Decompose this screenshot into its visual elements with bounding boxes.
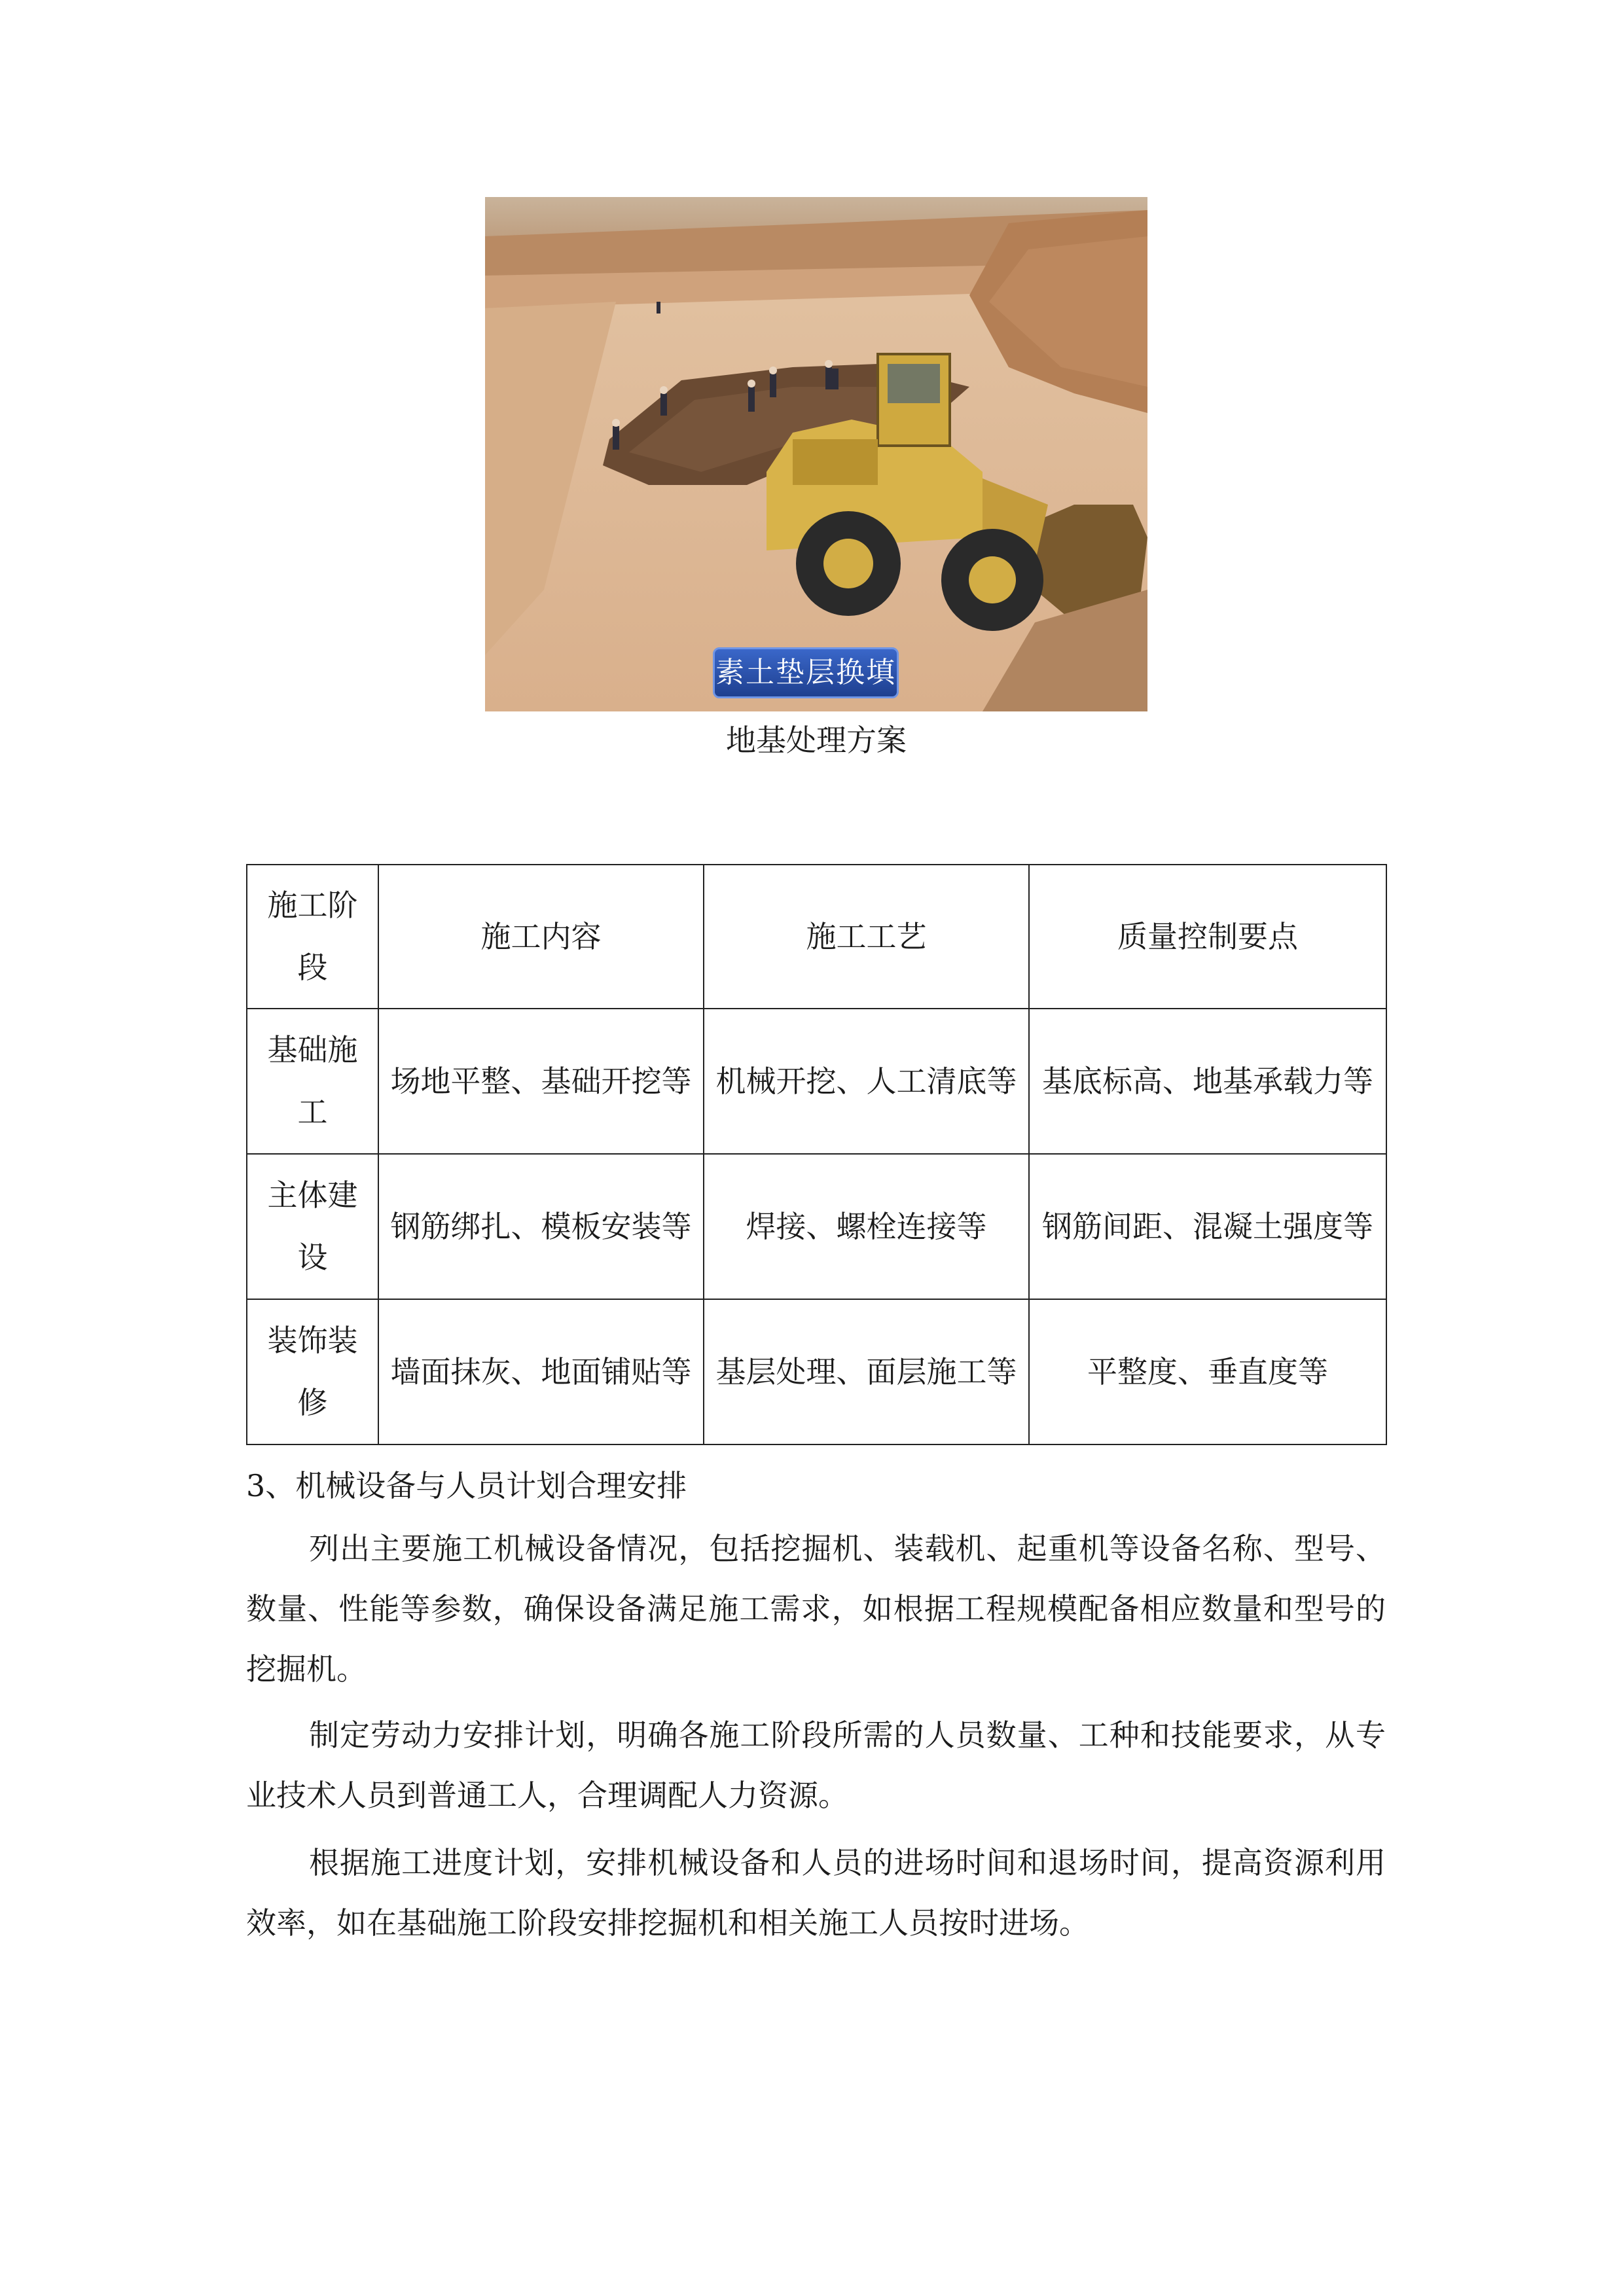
table-cell: 基层处理、面层施工等 — [704, 1299, 1029, 1444]
table-cell: 钢筋绑扎、模板安装等 — [378, 1154, 704, 1299]
table-cell: 钢筋间距、混凝土强度等 — [1029, 1154, 1386, 1299]
table-row — [247, 1009, 1386, 1154]
table-cell: 焊接、螺栓连接等 — [704, 1154, 1029, 1299]
body-paragraph: 制定劳动力安排计划，明确各施工阶段所需的人员数量、工种和技能要求，从专业技术人员到普通工人，合理调配人力资源。 — [246, 1717, 1386, 1813]
table-cell: 机械开挖、人工清底等 — [704, 1009, 1029, 1154]
table-row — [247, 1299, 1386, 1444]
header-cell: 质量控制要点 — [1029, 865, 1386, 1009]
section-heading: 3、机械设备与人员计划合理安排 — [246, 1468, 687, 1503]
table-cell: 装饰装修 — [247, 1299, 378, 1444]
table-cell: 平整度、垂直度等 — [1029, 1299, 1386, 1444]
excavation-site-illustration — [485, 197, 1147, 711]
table-cell: 基础施工 — [247, 1009, 378, 1154]
body-paragraph: 列出主要施工机械设备情况，包括挖掘机、装载机、起重机等设备名称、型号、数量、性能等参数，确保设备满足施工需求，如根据工程规模配备相应数量和型号的挖掘机。 — [246, 1531, 1386, 1687]
table-cell: 基底标高、地基承载力等 — [1029, 1009, 1386, 1154]
body-paragraph: 根据施工进度计划，安排机械设备和人员的进场时间和退场时间，提高资源利用效率，如在基础施工阶段安排挖掘机和相关施工人员按时进场。 — [246, 1845, 1386, 1941]
table-cell: 场地平整、基础开挖等 — [378, 1009, 704, 1154]
table-cell: 主体建设 — [247, 1154, 378, 1299]
header-cell: 施工阶段 — [247, 865, 378, 1009]
header-cell: 施工内容 — [378, 865, 704, 1009]
photo-overlay-label: 素土垫层换填 — [713, 647, 899, 698]
construction-photo — [485, 197, 1147, 711]
table-header-row — [247, 865, 1386, 1009]
table-row — [247, 1154, 1386, 1299]
construction-plan-table — [246, 864, 1387, 1445]
figure-caption: 地基处理方案 — [726, 723, 907, 758]
table-cell: 墙面抹灰、地面铺贴等 — [378, 1299, 704, 1444]
header-cell: 施工工艺 — [704, 865, 1029, 1009]
